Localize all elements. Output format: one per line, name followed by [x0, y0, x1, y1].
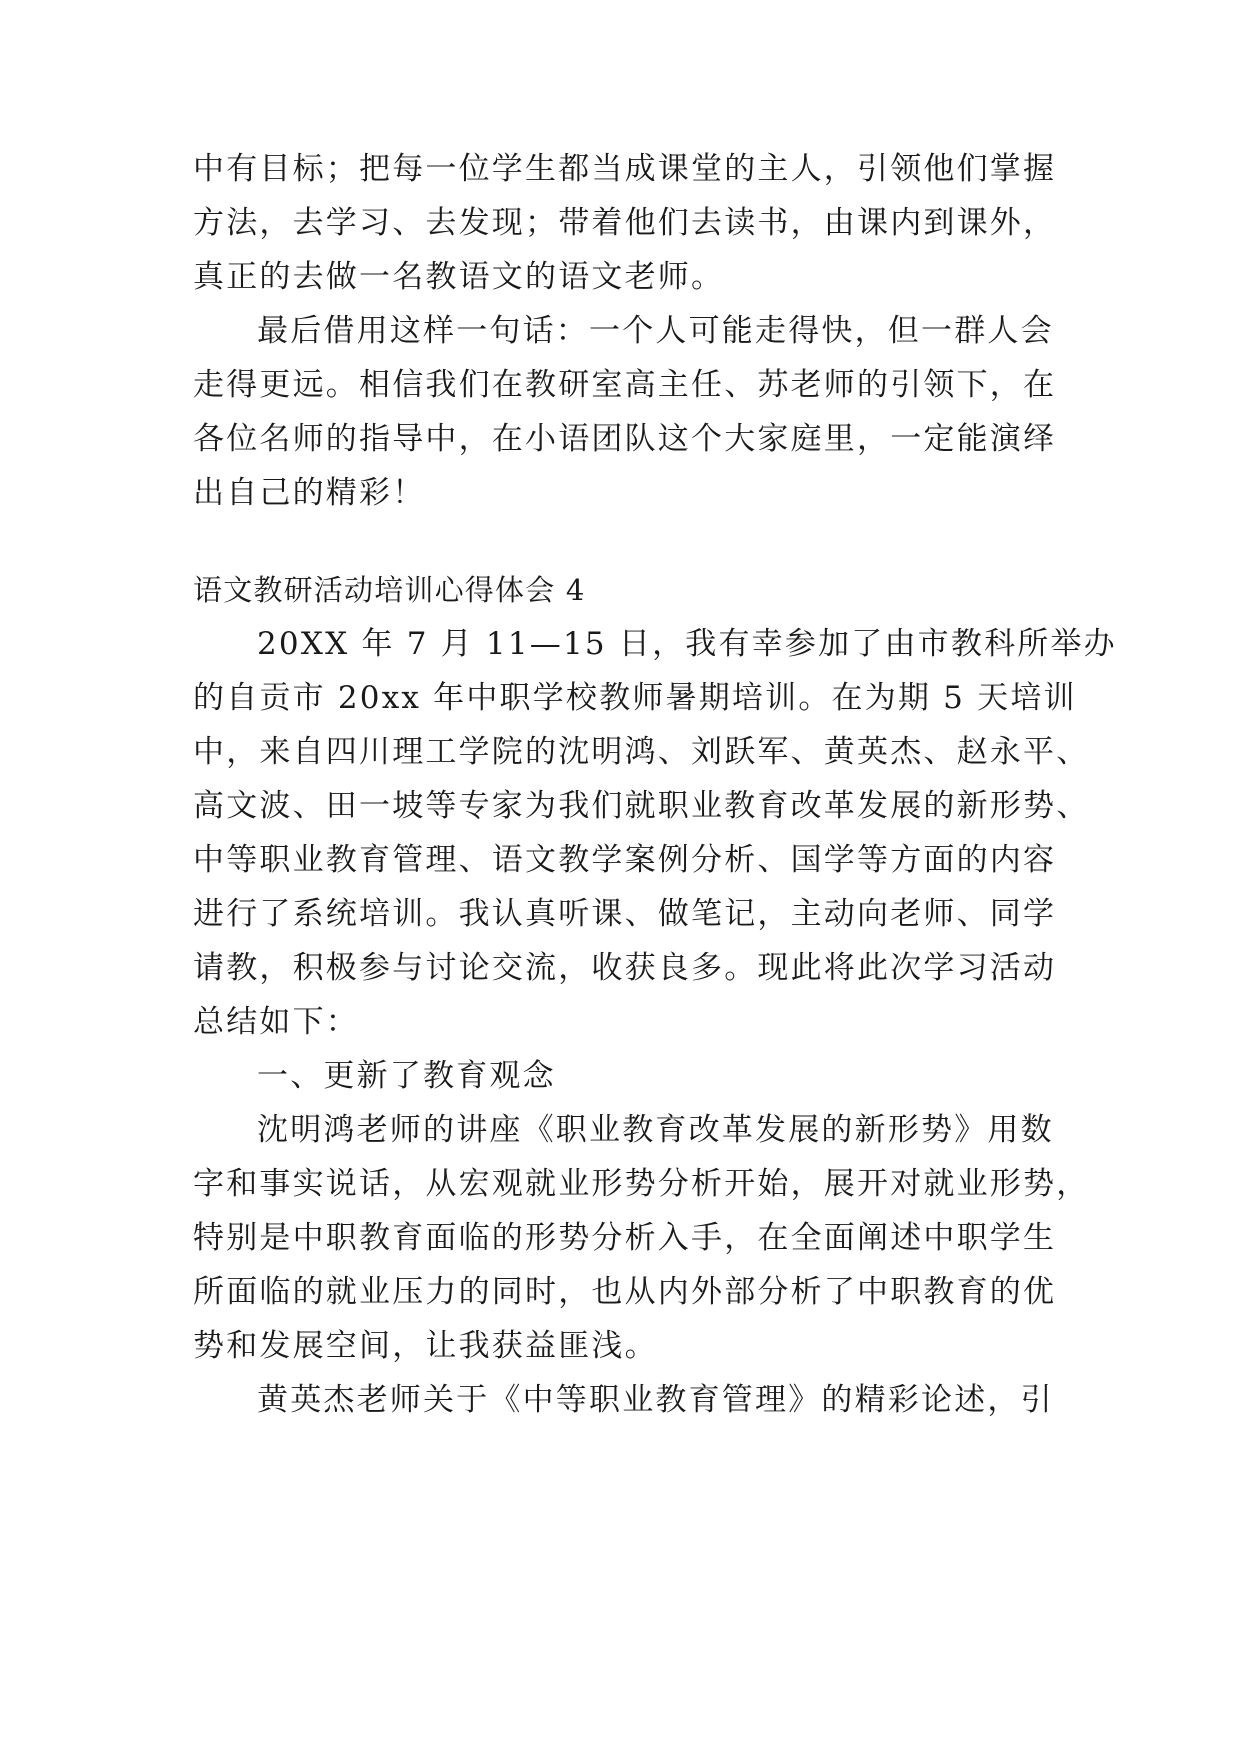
paragraph-line: 中，来自四川理工学院的沈明鸿、刘跃军、黄英杰、赵永平、: [193, 734, 1090, 770]
paragraph-line: 总结如下：: [193, 1004, 359, 1040]
paragraph-line: 高文波、田一坡等专家为我们就职业教育改革发展的新形势、: [193, 788, 1090, 824]
paragraph-line: 中等职业教育管理、语文教学案例分析、国学等方面的内容: [193, 842, 1057, 878]
paragraph-line: 真正的去做一名教语文的语文老师。: [193, 259, 725, 295]
paragraph-line: 黄英杰老师关于《中等职业教育管理》的精彩论述，引: [257, 1382, 1054, 1418]
paragraph-line: 20XX 年 7 月 11—15 日，我有幸参加了由市教科所举办: [257, 626, 1117, 662]
paragraph-line: 特别是中职教育面临的形势分析入手，在全面阐述中职学生: [193, 1220, 1057, 1256]
paragraph-line: 的自贡市 20xx 年中职学校教师暑期培训。在为期 5 天培训: [193, 680, 1077, 716]
paragraph-line: 沈明鸿老师的讲座《职业教育改革发展的新形势》用数: [257, 1112, 1054, 1148]
paragraph-line: 请教，积极参与讨论交流，收获良多。现此将此次学习活动: [193, 950, 1057, 986]
paragraph-line: 最后借用这样一句话：一个人可能走得快，但一群人会: [257, 313, 1054, 349]
paragraph-line: 出自己的精彩！: [193, 475, 426, 511]
paragraph-line: 字和事实说话，从宏观就业形势分析开始，展开对就业形势，: [193, 1166, 1090, 1202]
paragraph-line: 进行了系统培训。我认真听课、做笔记，主动向老师、同学: [193, 896, 1057, 932]
paragraph-line: 中有目标；把每一位学生都当成课堂的主人，引领他们掌握: [193, 151, 1057, 187]
paragraph-line: 方法，去学习、去发现；带着他们去读书，由课内到课外，: [193, 205, 1057, 241]
paragraph-line: 势和发展空间，让我获益匪浅。: [193, 1328, 658, 1364]
section-heading: 语文教研活动培训心得体会 4: [193, 573, 586, 607]
paragraph-line: 走得更远。相信我们在教研室高主任、苏老师的引领下，在: [193, 367, 1057, 403]
paragraph-line: 各位名师的指导中，在小语团队这个大家庭里，一定能演绎: [193, 421, 1057, 457]
paragraph-line: 所面临的就业压力的同时，也从内外部分析了中职教育的优: [193, 1274, 1057, 1310]
subsection-heading: 一、更新了教育观念: [257, 1058, 556, 1094]
